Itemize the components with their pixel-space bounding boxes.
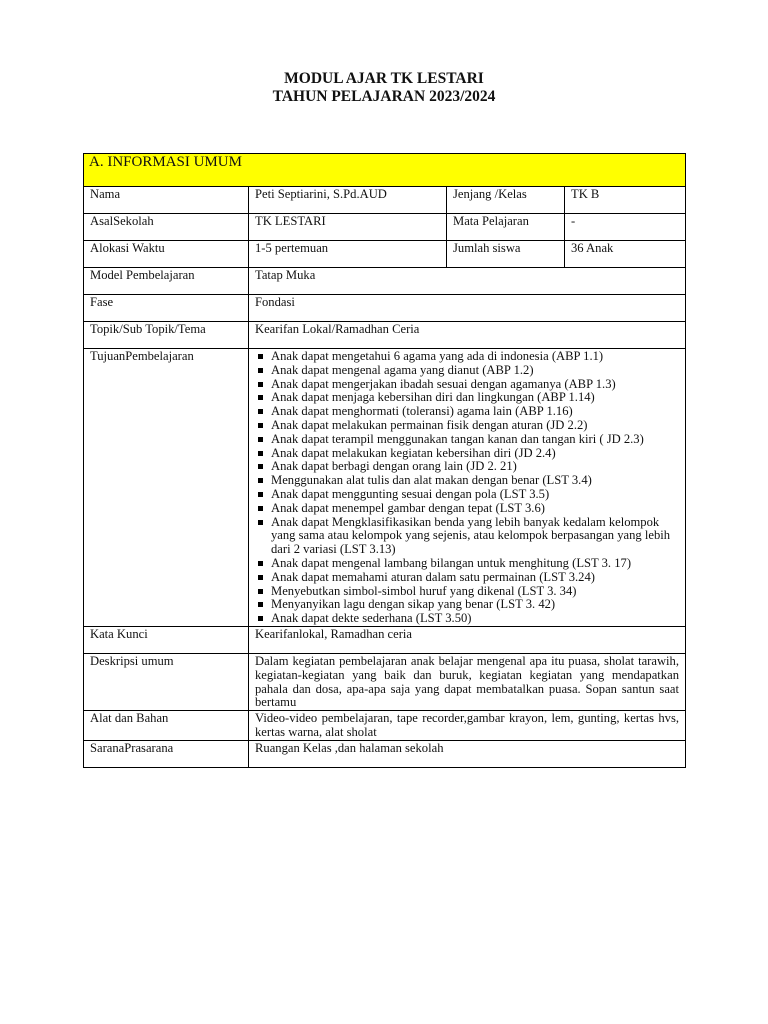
title-line-1: MODUL AJAR TK LESTARI xyxy=(284,70,484,87)
label-kata-kunci: Kata Kunci xyxy=(84,626,249,653)
tujuan-item: Anak dapat memahami aturan dalam satu permainan (LST 3.24) xyxy=(255,571,671,585)
value-nama: Peti Septiarini, S.Pd.AUD xyxy=(249,187,447,214)
value-model: Tatap Muka xyxy=(249,268,686,295)
value-alokasi-waktu: 1-5 pertemuan xyxy=(249,241,447,268)
value-topik: Kearifan Lokal/Ramadhan Ceria xyxy=(249,322,686,349)
table-row-model xyxy=(84,268,686,295)
tujuan-item: Anak dapat mengetahui 6 agama yang ada di indonesia (ABP 1.1) xyxy=(255,350,671,364)
tujuan-item: Anak dapat terampil menggunakan tangan kanan dan tangan kiri ( JD 2.3) xyxy=(255,433,671,447)
tujuan-item: Anak dapat Mengklasifikasikan benda yang lebih banyak kedalam kelompok yang sama atau kelompok yang sejenis, atau kelompok berpasangan yang lebih dari 2 variasi (LST 3.13) xyxy=(255,516,671,557)
tujuan-item: Anak dapat melakukan permainan fisik dengan aturan (JD 2.2) xyxy=(255,419,671,433)
label-alat: Alat dan Bahan xyxy=(84,711,249,741)
value-mata-pelajaran: - xyxy=(565,214,686,241)
tujuan-item: Anak dapat berbagi dengan orang lain (JD 2. 21) xyxy=(255,460,671,474)
value-fase: Fondasi xyxy=(249,295,686,322)
section-header: A. INFORMASI UMUM xyxy=(84,154,686,187)
tujuan-item: Menyebutkan simbol-simbol huruf yang dikenal (LST 3. 34) xyxy=(255,585,671,599)
label-topik: Topik/Sub Topik/Tema xyxy=(84,322,249,349)
label-nama: Nama xyxy=(84,187,249,214)
value-asal-sekolah: TK LESTARI xyxy=(249,214,447,241)
title-line-2: TAHUN PELAJARAN 2023/2024 xyxy=(272,88,496,105)
tujuan-item: Menyanyikan lagu dengan sikap yang benar (LST 3. 42) xyxy=(255,598,671,612)
value-deskripsi: Dalam kegiatan pembelajaran anak belajar mengenal apa itu puasa, sholat tarawih, kegiatan-kegiatan yang baik dan buruk, kegiatan kegiatan yang mendapatkan pahala dan dosa, apa-apa saja yang dapat membatalkan puasa. Sopan santun saat bertamu xyxy=(249,653,686,710)
tujuan-item: Anak dapat mengerjakan ibadah sesuai dengan agamanya (ABP 1.3) xyxy=(255,378,671,392)
value-alat: Video-video pembelajaran, tape recorder,gambar krayon, lem, gunting, kertas hvs, kertas warna, alat sholat xyxy=(249,711,686,741)
label-mata-pelajaran: Mata Pelajaran xyxy=(447,214,565,241)
value-jenjang: TK B xyxy=(565,187,686,214)
tujuan-item: Anak dapat menjaga kebersihan diri dan lingkungan (ABP 1.14) xyxy=(255,391,671,405)
label-asal-sekolah: AsalSekolah xyxy=(84,214,249,241)
tujuan-item: Anak dapat mengenal agama yang dianut (ABP 1.2) xyxy=(255,364,671,378)
label-model: Model Pembelajaran xyxy=(84,268,249,295)
tujuan-item: Anak dapat menghormati (toleransi) agama lain (ABP 1.16) xyxy=(255,405,671,419)
tujuan-item: Anak dapat dekte sederhana (LST 3.50) xyxy=(255,612,671,626)
tujuan-item: Anak dapat menggunting sesuai dengan pola (LST 3.5) xyxy=(255,488,671,502)
value-jumlah-siswa: 36 Anak xyxy=(565,241,686,268)
table-row-alokasi xyxy=(84,241,686,268)
label-jenjang: Jenjang /Kelas xyxy=(447,187,565,214)
label-deskripsi: Deskripsi umum xyxy=(84,653,249,710)
table-row-tujuan xyxy=(84,349,686,627)
tujuan-cell xyxy=(249,349,686,627)
value-sarana: Ruangan Kelas ,dan halaman sekolah xyxy=(249,740,686,767)
table-row-asal-sekolah xyxy=(84,214,686,241)
document-title xyxy=(0,70,768,106)
tujuan-item: Anak dapat melakukan kegiatan kebersihan diri (JD 2.4) xyxy=(255,447,671,461)
section-header-row xyxy=(84,154,686,187)
tujuan-item: Anak dapat mengenal lambang bilangan untuk menghitung (LST 3. 17) xyxy=(255,557,671,571)
tujuan-item: Menggunakan alat tulis dan alat makan dengan benar (LST 3.4) xyxy=(255,474,671,488)
label-alokasi-waktu: Alokasi Waktu xyxy=(84,241,249,268)
info-table xyxy=(83,153,686,768)
label-tujuan: TujuanPembelajaran xyxy=(84,349,249,627)
table-row-fase xyxy=(84,295,686,322)
tujuan-item: Anak dapat menempel gambar dengan tepat (LST 3.6) xyxy=(255,502,671,516)
label-fase: Fase xyxy=(84,295,249,322)
label-sarana: SaranaPrasarana xyxy=(84,740,249,767)
value-kata-kunci: Kearifanlokal, Ramadhan ceria xyxy=(249,626,686,653)
table-row-nama xyxy=(84,187,686,214)
table-row-topik xyxy=(84,322,686,349)
label-jumlah-siswa: Jumlah siswa xyxy=(447,241,565,268)
table-row-sarana xyxy=(84,740,686,767)
tujuan-list xyxy=(255,350,671,626)
table-row-alat xyxy=(84,711,686,741)
table-row-kata-kunci xyxy=(84,626,686,653)
table-row-deskripsi xyxy=(84,653,686,710)
